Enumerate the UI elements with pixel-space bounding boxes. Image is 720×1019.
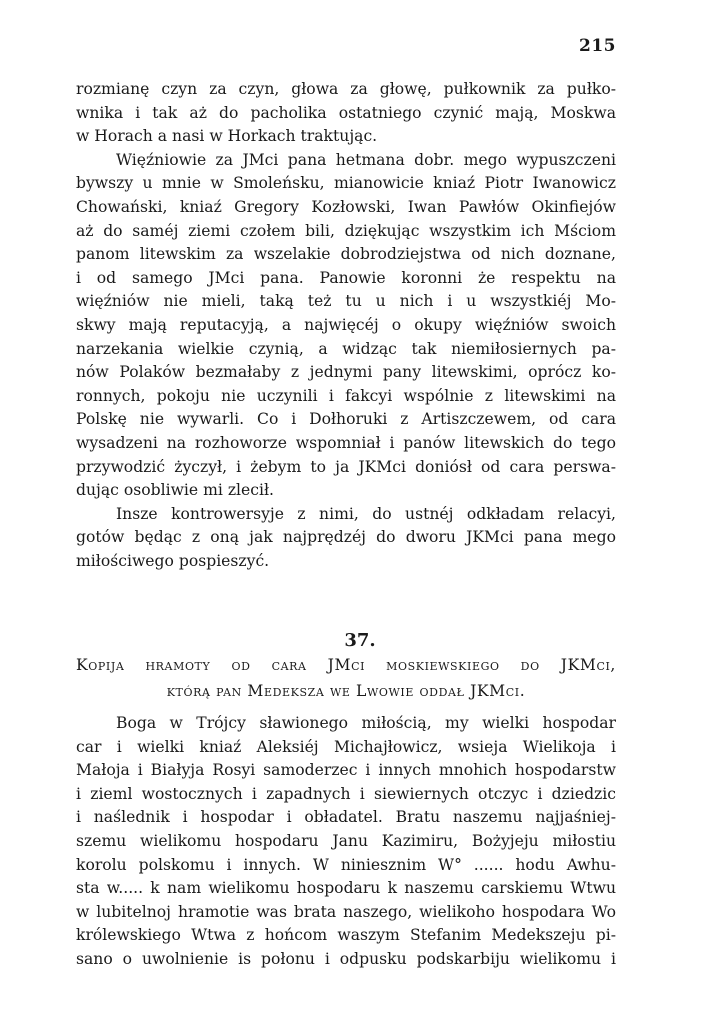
text-line: rozmianę czyn za czyn, głowa za głowę, pułkownik za pułko- bbox=[76, 80, 616, 98]
section-heading-line: Kopija hramoty od cara JMci moskiewskiego do JKMci, bbox=[76, 656, 616, 674]
text-line: w lubitelnoj hramotie was brata naszego, wielikoho hospodara Wo bbox=[76, 902, 616, 921]
text-line: Boga w Trójcy sławionego miłością, my wielki hospodar bbox=[116, 714, 616, 732]
text-line: wysadzeni na rozhoworze wspomniał i panów litewskich do tego bbox=[76, 433, 616, 452]
text-line: i od samego JMci pana. Panowie koronni że respektu na bbox=[76, 268, 616, 287]
text-line: nów Polaków bezmałaby z jednymi pany litewskimi, oprócz ko- bbox=[76, 363, 616, 382]
text-line: Insze kontrowersyje z nimi, do ustnéj odkładam relacyi, bbox=[116, 504, 616, 523]
text-line: przywodzić życzył, i żebym to ja JKMci doniósł od cara perswa- bbox=[76, 457, 616, 476]
section-heading-line: którą pan Medeksza we Lwowie oddał JKMci. bbox=[166, 682, 526, 700]
text-line: w Horach a nasi w Horkach traktując. bbox=[76, 127, 378, 146]
body-text-bottom bbox=[76, 712, 616, 972]
text-line: sta w..... k nam wielikomu hospodaru k naszemu carskiemu Wtwu bbox=[76, 879, 616, 898]
text-line: sano o uwolnienie is połonu i odpusku podskarbiju wielikomu i bbox=[76, 949, 616, 968]
text-line: narzekania wielkie czynią, a widząc tak niemiłosiernych pa- bbox=[76, 339, 616, 358]
text-line: Więźniowie za JMci pana hetmana dobr. mego wypuszczeni bbox=[116, 150, 616, 169]
body-text-top bbox=[76, 78, 616, 573]
text-line: bywszy u mnie w Smoleńsku, mianowicie kniaź Piotr Iwanowicz bbox=[76, 174, 616, 193]
text-line: Małoja i Białyja Rosyi samoderzec i innych mnohich hospodarstw bbox=[76, 761, 616, 780]
text-line: wnika i tak aż do pacholika ostatniego czynić mają, Moskwa bbox=[76, 103, 616, 122]
text-line: Polskę nie wywarli. Co i Dołhoruki z Artiszczewem, od cara bbox=[76, 410, 616, 429]
text-line: i naślednik i hospodar i obładatel. Bratu naszemu najjaśniej- bbox=[76, 808, 616, 827]
text-line: dując osobliwie mi zlecił. bbox=[76, 481, 274, 500]
text-line: szemu wielikomu hospodaru Janu Kazimiru, Bożyjeju miłostiu bbox=[76, 831, 616, 850]
text-line: ronnych, pokoju nie uczynili i fakcyi wspólnie z litewskimi na bbox=[76, 386, 616, 405]
text-line: skwy mają reputacyją, a najwięcéj o okupy więźniów swoich bbox=[76, 315, 616, 334]
text-line: królewskiego Wtwa z hońcom waszym Stefanim Medekszeju pi- bbox=[76, 926, 616, 945]
text-line: gotów będąc z oną jak najprędzéj do dworu JKMci pana mego bbox=[76, 528, 616, 547]
text-line: miłościwego pospieszyć. bbox=[76, 551, 270, 570]
page-number: 215 bbox=[579, 36, 616, 56]
text-line: aż do saméj ziemi czołem bili, dziękując wszystkim ich Mściom bbox=[76, 221, 616, 240]
text-line: car i wielki kniaź Aleksiéj Michajłowicz, wsieja Wielikoja i bbox=[76, 737, 616, 756]
text-line: i zieml wostocznych i zapadnych i siewiernych otczyc i dziedzic bbox=[76, 784, 616, 803]
text-line: Chowański, kniaź Gregory Kozłowski, Iwan Pawłów Okinfiejów bbox=[76, 197, 616, 216]
section-number: 37. bbox=[344, 630, 376, 651]
text-line: więźniów nie mieli, taką też tu u nich i u wszystkiéj Mo- bbox=[76, 292, 616, 311]
text-line: panom litewskim za wszelakie dobrodziejstwa od nich doznane, bbox=[76, 245, 616, 264]
text-line: korolu polskomu i innych. W niniesznim W° ...... hodu Awhu- bbox=[76, 855, 616, 874]
